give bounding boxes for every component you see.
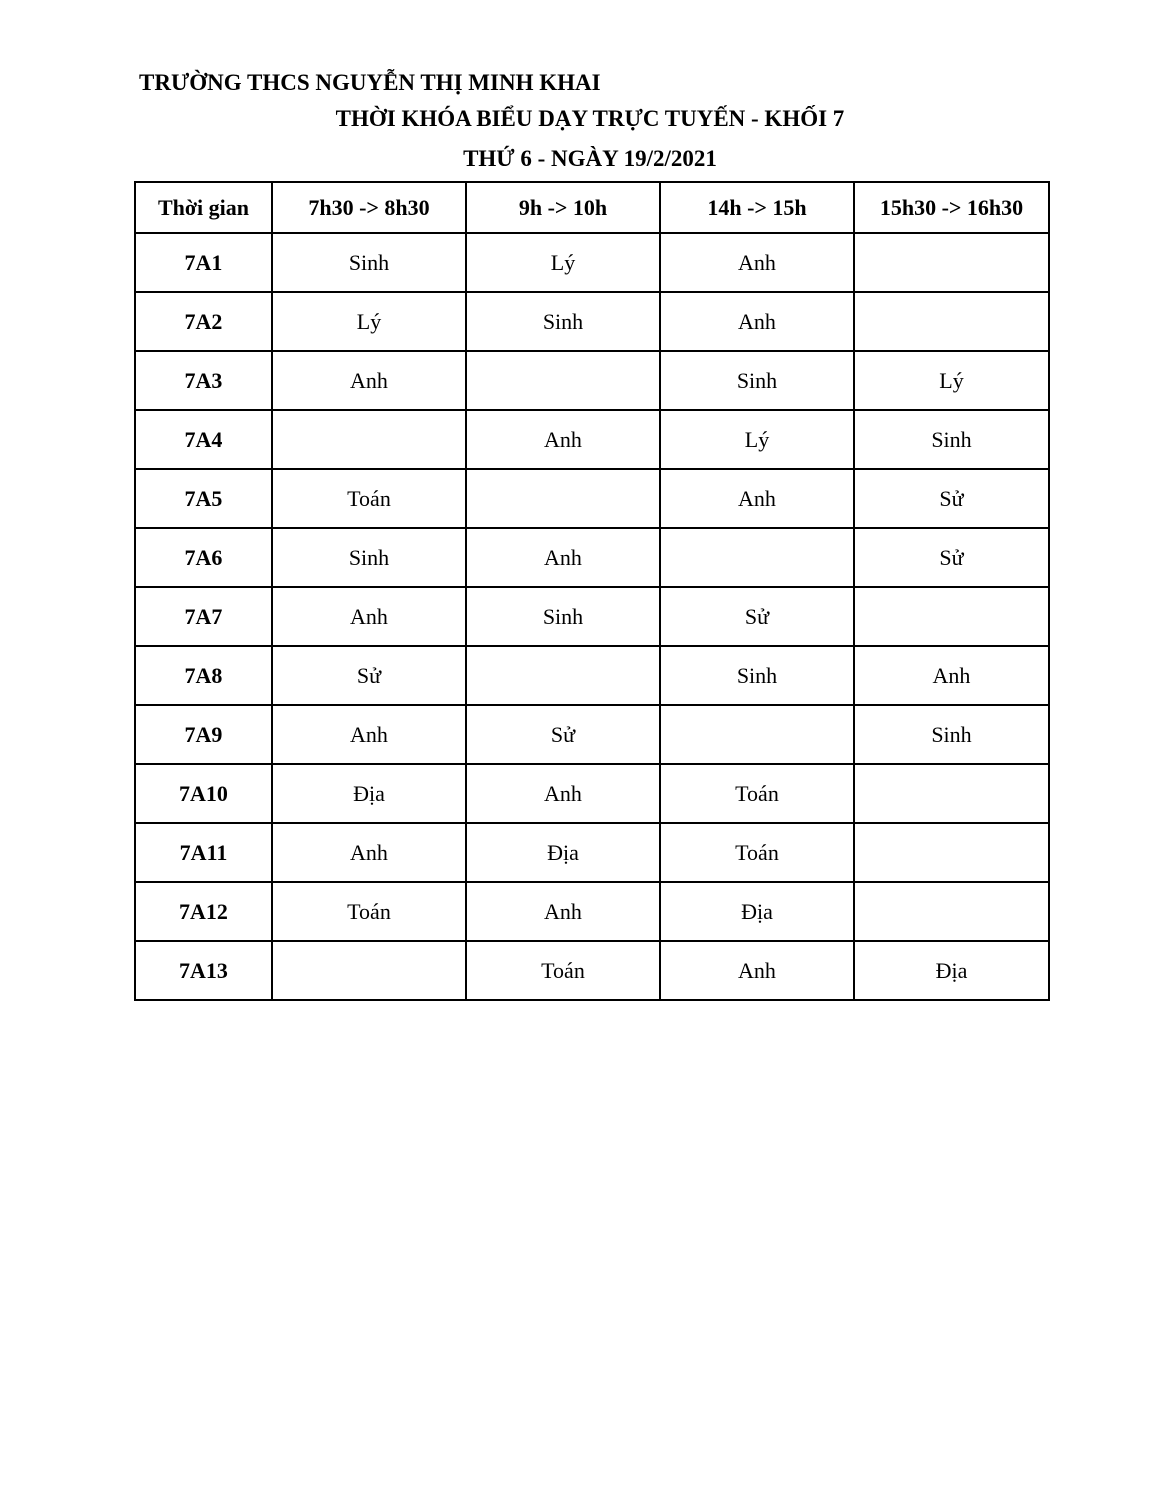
subject-cell: Sinh [660, 351, 854, 410]
subject-cell: Anh [660, 469, 854, 528]
subject-cell: Địa [660, 882, 854, 941]
class-name-cell: 7A3 [135, 351, 272, 410]
table-row [135, 233, 1049, 292]
subject-cell: Địa [272, 764, 466, 823]
subject-cell: Sinh [272, 233, 466, 292]
class-name-cell: 7A13 [135, 941, 272, 1000]
schedule-table [134, 181, 1050, 1001]
subject-cell: Anh [854, 646, 1049, 705]
subject-cell: Anh [272, 823, 466, 882]
subject-cell: Sử [854, 528, 1049, 587]
school-name: TRƯỜNG THCS NGUYỄN THỊ MINH KHAI [139, 70, 601, 95]
subject-cell: Địa [466, 823, 660, 882]
class-name-cell: 7A5 [135, 469, 272, 528]
subject-cell: Sinh [466, 587, 660, 646]
subject-cell: Anh [466, 410, 660, 469]
header-row [135, 182, 1049, 233]
document-title: THỜI KHÓA BIỂU DẠY TRỰC TUYẾN - KHỐI 7 [335, 106, 845, 131]
subject-cell [660, 705, 854, 764]
subject-cell [854, 587, 1049, 646]
subject-cell: Anh [660, 233, 854, 292]
subject-cell: Anh [466, 882, 660, 941]
column-header-time: Thời gian [135, 182, 272, 233]
subject-cell: Anh [466, 764, 660, 823]
table-row [135, 764, 1049, 823]
subject-cell: Toán [466, 941, 660, 1000]
class-name-cell: 7A12 [135, 882, 272, 941]
document-date: THỨ 6 - NGÀY 19/2/2021 [463, 146, 717, 171]
table-row [135, 292, 1049, 351]
subject-cell: Sinh [466, 292, 660, 351]
subject-cell: Lý [660, 410, 854, 469]
subject-cell: Lý [466, 233, 660, 292]
subject-cell [466, 351, 660, 410]
column-header-slot-4: 15h30 -> 16h30 [854, 182, 1049, 233]
subject-cell: Sử [272, 646, 466, 705]
table-row [135, 646, 1049, 705]
subject-cell: Địa [854, 941, 1049, 1000]
column-header-slot-1: 7h30 -> 8h30 [272, 182, 466, 233]
subject-cell: Sinh [660, 646, 854, 705]
subject-cell: Sinh [854, 410, 1049, 469]
class-name-cell: 7A6 [135, 528, 272, 587]
subject-cell: Lý [854, 351, 1049, 410]
subject-cell: Anh [466, 528, 660, 587]
subject-cell: Anh [660, 941, 854, 1000]
subject-cell: Toán [272, 882, 466, 941]
subject-cell: Sử [660, 587, 854, 646]
table-row [135, 882, 1049, 941]
table-row [135, 941, 1049, 1000]
class-name-cell: 7A11 [135, 823, 272, 882]
table-row [135, 587, 1049, 646]
subject-cell: Lý [272, 292, 466, 351]
subject-cell: Sử [466, 705, 660, 764]
class-name-cell: 7A2 [135, 292, 272, 351]
subject-cell [854, 882, 1049, 941]
column-header-slot-2: 9h -> 10h [466, 182, 660, 233]
column-header-slot-3: 14h -> 15h [660, 182, 854, 233]
class-name-cell: 7A9 [135, 705, 272, 764]
table-row [135, 351, 1049, 410]
class-name-cell: 7A10 [135, 764, 272, 823]
subject-cell: Toán [660, 823, 854, 882]
subject-cell: Anh [272, 587, 466, 646]
subject-cell [466, 469, 660, 528]
table-row [135, 528, 1049, 587]
table-row [135, 469, 1049, 528]
class-name-cell: 7A7 [135, 587, 272, 646]
subject-cell: Sử [854, 469, 1049, 528]
subject-cell [466, 646, 660, 705]
subject-cell: Anh [272, 351, 466, 410]
subject-cell [272, 941, 466, 1000]
subject-cell: Anh [272, 705, 466, 764]
class-name-cell: 7A1 [135, 233, 272, 292]
table-row [135, 823, 1049, 882]
subject-cell [660, 528, 854, 587]
subject-cell: Sinh [272, 528, 466, 587]
table-row [135, 410, 1049, 469]
subject-cell: Toán [660, 764, 854, 823]
subject-cell [854, 233, 1049, 292]
class-name-cell: 7A4 [135, 410, 272, 469]
class-name-cell: 7A8 [135, 646, 272, 705]
subject-cell: Anh [660, 292, 854, 351]
subject-cell [272, 410, 466, 469]
subject-cell: Toán [272, 469, 466, 528]
subject-cell [854, 823, 1049, 882]
subject-cell [854, 764, 1049, 823]
table-row [135, 705, 1049, 764]
subject-cell: Sinh [854, 705, 1049, 764]
subject-cell [854, 292, 1049, 351]
